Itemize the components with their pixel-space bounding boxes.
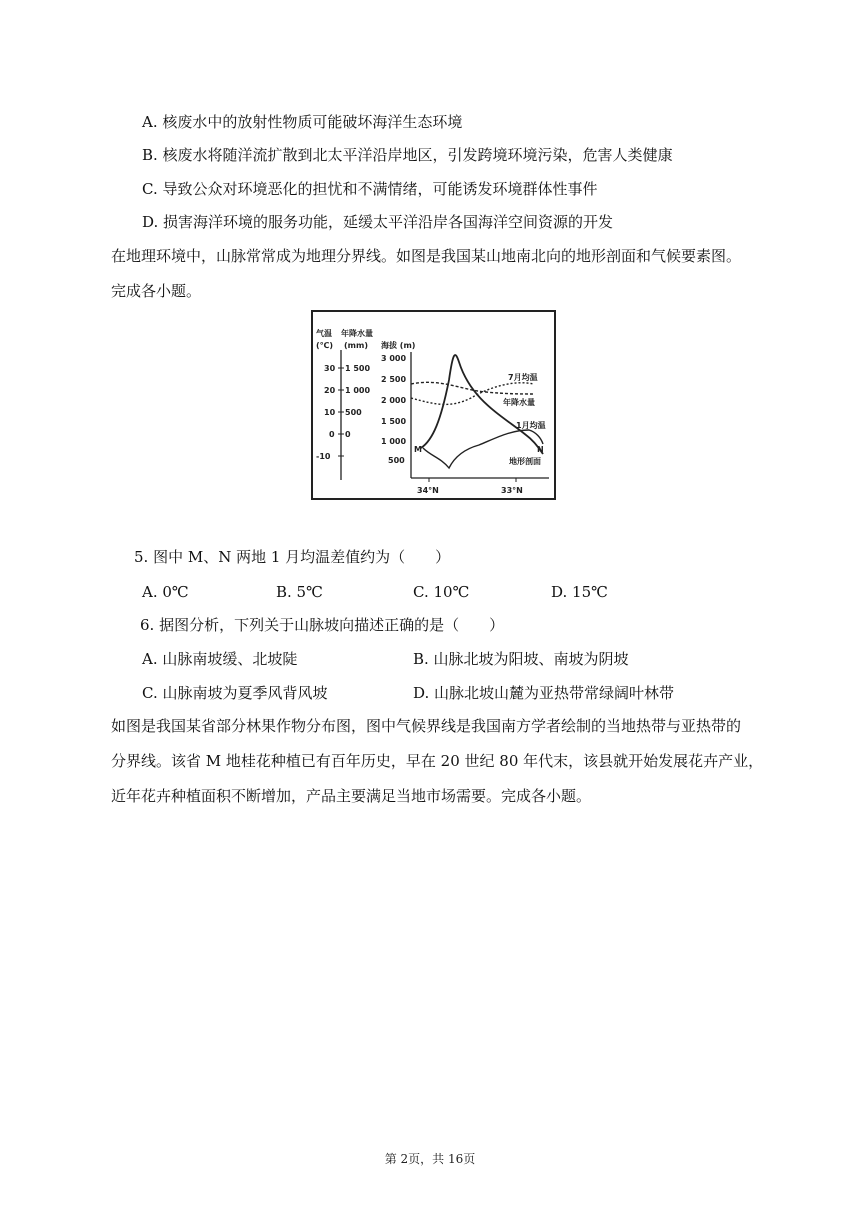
point-m: M: [414, 445, 422, 454]
intro-paragraph-line: 近年花卉种植面积不断增加，产品主要满足当地市场需要。完成各小题。: [111, 787, 592, 805]
label-july: 7月均温: [508, 373, 538, 382]
q4-option-c: C. 导致公众对环境恶化的担忧和不满情绪，可能诱发环境群体性事件: [142, 180, 598, 198]
axis2-tick: 500: [345, 408, 362, 417]
altitude-axis-title: 海拔 (m): [381, 341, 416, 350]
q4-option-b: B. 核废水将随洋流扩散到北太平洋沿岸地区，引发跨境环境污染，危害人类健康: [142, 146, 673, 164]
q5-option-a: A. 0℃: [142, 583, 189, 601]
axis2-tick: 0: [345, 430, 351, 439]
axis2-tick: 1 000: [345, 386, 371, 395]
axis1-unit: (℃): [316, 341, 333, 350]
altitude-tick: 2 000: [381, 396, 407, 405]
altitude-tick: 3 000: [381, 354, 407, 363]
axis2-title: 年降水量: [341, 329, 373, 338]
q5-stem: 5. 图中 M、N 两地 1 月均温差值约为（ ）: [134, 548, 451, 566]
q5-option-d: D. 15℃: [551, 583, 608, 601]
altitude-tick: 500: [388, 456, 405, 465]
q6-options-row2: [0, 683, 860, 703]
axis1-title: 气温: [316, 329, 332, 338]
label-jan: 1月均温: [516, 421, 546, 430]
label-terrain: 地形剖面: [509, 457, 541, 466]
axis1-tick: -10: [316, 452, 331, 461]
q4-option-d: D. 损害海洋环境的服务功能，延缓太平洋沿岸各国海洋空间资源的开发: [142, 213, 614, 231]
terrain-climate-figure: [311, 310, 556, 500]
q6-options-row1: [0, 649, 860, 669]
altitude-tick: 1 500: [381, 417, 407, 426]
axis1-tick: 20: [324, 386, 336, 395]
q6-stem: 6. 据图分析，下列关于山脉坡向描述正确的是（ ）: [140, 616, 505, 634]
intro-paragraph-line: 分界线。该省 M 地桂花种植已有百年历史，早在 20 世纪 80 年代末，该县就开始发展花卉产业，: [111, 752, 764, 770]
q6-option-c: C. 山脉南坡为夏季风背风坡: [142, 684, 328, 702]
q4-option-a: A. 核废水中的放射性物质可能破坏海洋生态环境: [142, 113, 463, 131]
point-n: N: [537, 445, 544, 454]
intro-paragraph-line: 如图是我国某省部分林果作物分布图，图中气候界线是我国南方学者绘制的当地热带与亚热带的: [111, 717, 742, 735]
axis2-tick: 1 500: [345, 364, 371, 373]
x-tick-left: 34°N: [417, 486, 439, 495]
q6-option-b: B. 山脉北坡为阳坡、南坡为阴坡: [413, 650, 629, 668]
intro-paragraph-line: 完成各小题。: [111, 282, 202, 300]
x-tick-right: 33°N: [501, 486, 523, 495]
altitude-tick: 1 000: [381, 437, 407, 446]
axis1-tick: 10: [324, 408, 336, 417]
axis2-unit: (mm): [344, 341, 368, 350]
q6-option-a: A. 山脉南坡缓、北坡陡: [142, 650, 298, 668]
page-footer: 第 2页，共 16页: [384, 1152, 476, 1166]
axis1-tick: 30: [324, 364, 336, 373]
axis1-tick: 0: [329, 430, 335, 439]
q5-option-c: C. 10℃: [413, 583, 470, 601]
intro-paragraph-line: 在地理环境中，山脉常常成为地理分界线。如图是我国某山地南北向的地形剖面和气候要素图。: [111, 247, 742, 265]
label-precip: 年降水量: [503, 398, 535, 407]
q5-options: [0, 582, 860, 602]
q6-option-d: D. 山脉北坡山麓为亚热带常绿阔叶林带: [413, 684, 675, 702]
q5-option-b: B. 5℃: [276, 583, 323, 601]
altitude-tick: 2 500: [381, 375, 407, 384]
